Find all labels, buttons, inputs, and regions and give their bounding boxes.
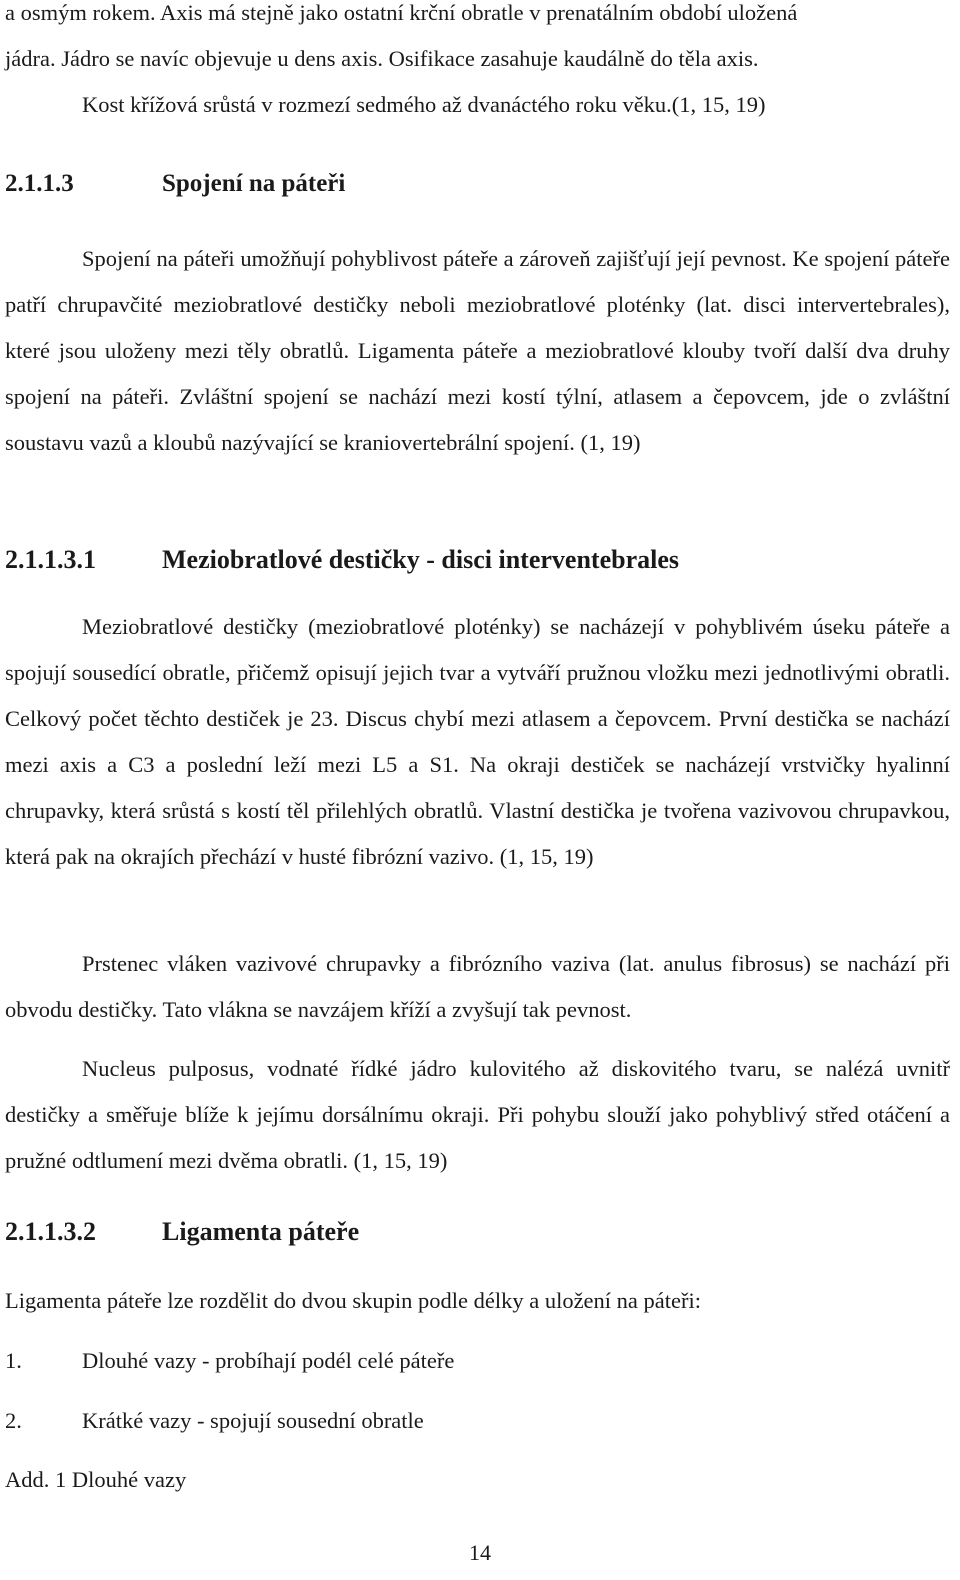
text-line: a osmým rokem. Axis má stejně jako ostatní krční obratle v prenatálním období uložená [5,0,798,25]
page-number: 14 [469,1540,491,1565]
section-heading-2113 [5,170,950,214]
section-paragraph: Meziobratlové destičky (meziobratlové ploténky) se nacházejí v pohyblivém úseku páteře a spojují sousedící obratle, přičemž opisují jejich tvar a vytváří pružnou vložku mezi jednotlivými obratli. Celkový počet těchto destiček je 23. Discus chybí mezi atlasem a čepovcem. První destička se nachází mezi axis a C3 a poslední leží mezi L5 a S1. Na okraji destiček se nacházejí vrstvičky hyalinní chrupavky, která srůstá s kostí těl přilehlých obratlů. Vlastní destička je tvořena vazivovou chrupavkou, která pak na okrajích přechází v husté fibrózní vazivo. (1, 15, 19) [5,614,950,869]
section-paragraph: Prstenec vláken vazivové chrupavky a fibrózního vaziva (lat. anulus fibrosus) se nachází při obvodu destičky. Tato vlákna se navzájem kříží a zvyšují tak pevnost. [5,951,950,1022]
section-number: 2.1.1.3 [5,170,74,197]
text-line: Kost křížová srůstá v rozmezí sedmého až dvanáctého roku věku.(1, 15, 19) [82,92,766,117]
list-text: Krátké vazy - spojují sousední obratle [82,1408,424,1433]
list-item [5,1398,950,1458]
list-item [5,1338,950,1398]
top-paragraph [5,0,950,128]
list-number: 2. [5,1408,22,1433]
list-text: Dlouhé vazy - probíhají podél celé páteře [82,1348,455,1373]
list-number: 1. [5,1348,22,1373]
section-title: Ligamenta páteře [162,1217,360,1246]
ligament-list [5,1338,950,1458]
section-heading-21132 [5,1217,950,1261]
section-number: 2.1.1.3.2 [5,1217,96,1246]
subheading-add1: Add. 1 Dlouhé vazy [5,1467,187,1492]
section-paragraph: Spojení na páteři umožňují pohyblivost páteře a zároveň zajišťují její pevnost. Ke spojení páteře patří chrupavčité meziobratlové destičky neboli meziobratlové ploténky (lat. disci intervertebrales), které jsou uloženy mezi těly obratlů. Ligamenta páteře a meziobratlové klouby tvoří další dva druhy spojení na páteři. Zvláštní spojení se nachází mezi kostí týlní, atlasem a čepovcem, jde o zvláštní soustavu vazů a kloubů nazývající se kraniovertebrální spojení. (1, 19) [5,246,950,455]
text-line: jádra. Jádro se navíc objevuje u dens axis. Osifikace zasahuje kaudálně do těla axis. [5,46,759,71]
section-title: Meziobratlové destičky - disci interventebrales [162,545,679,574]
section-heading-21131 [5,545,950,589]
section-intro: Ligamenta páteře lze rozdělit do dvou skupin podle délky a uložení na páteři: [5,1288,702,1313]
section-number: 2.1.1.3.1 [5,545,96,574]
section-paragraph: Nucleus pulposus, vodnaté řídké jádro kulovitého až diskovitého tvaru, se nalézá uvnitř destičky a směřuje blíže k jejímu dorsálnímu okraji. Při pohybu slouží jako pohyblivý střed otáčení a pružné odtlumení mezi dvěma obratli. (1, 15, 19) [5,1056,950,1173]
section-title: Spojení na páteři [162,170,346,197]
